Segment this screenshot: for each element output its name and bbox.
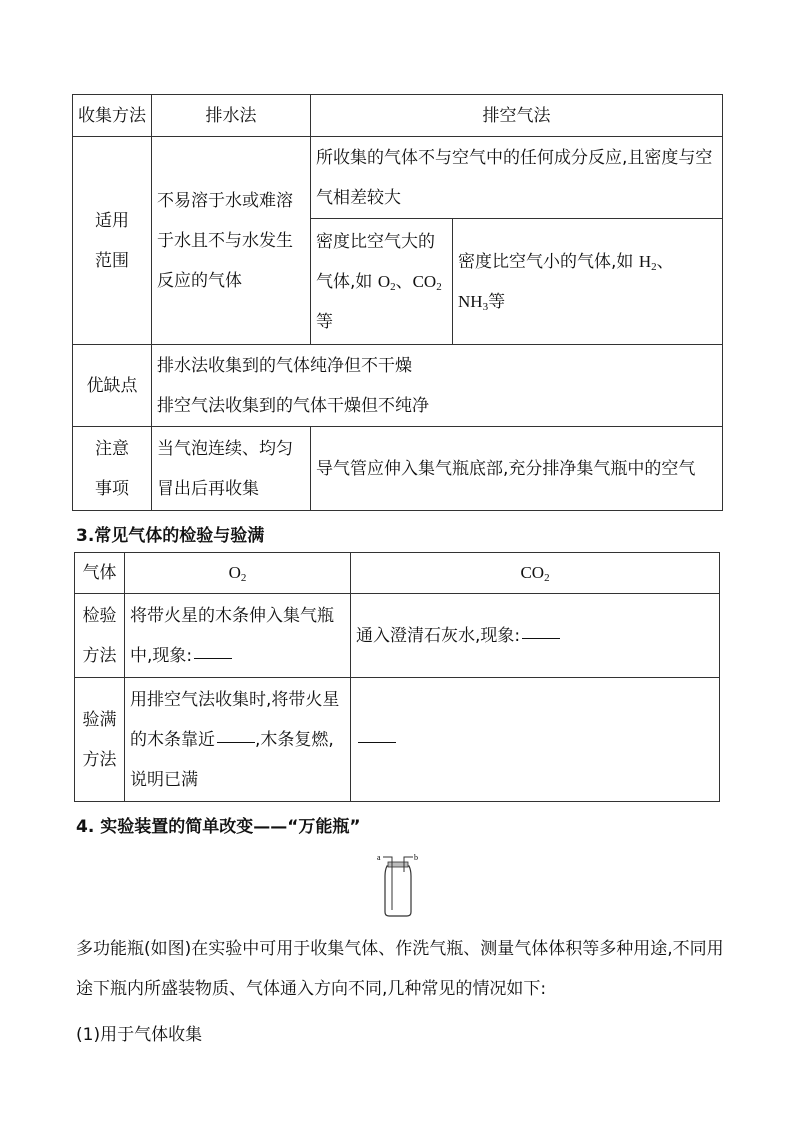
intro-paragraph: 多功能瓶(如图)在实验中可用于收集气体、作洗气瓶、测量气体体积等多种用途,不同用途下瓶内所盛装物质、气体通入方向不同,几种常见的情况如下: (76, 939, 724, 999)
scope-label: 适用 范围 (73, 137, 152, 345)
test-co2: 通入澄清石灰水,现象: (351, 594, 720, 678)
notes-water: 当气泡连续、均匀冒出后再收集 (152, 427, 311, 511)
answer-blank[interactable] (358, 741, 396, 743)
full-o2: 用排空气法收集时,将带火星的木条靠近 ,木条复燃,说明已满 (125, 678, 351, 802)
notes-label: 注意 事项 (73, 427, 152, 511)
scope-air-lighter: 密度比空气小的气体,如 $H_2$、 $NH_3$等 (453, 219, 723, 345)
bottle-body (385, 866, 411, 916)
pros-cons-label: 优缺点 (73, 345, 152, 427)
scope-water: 不易溶于水或难溶于水且不与水发生反应的气体 (152, 137, 311, 345)
full-co2 (351, 678, 720, 802)
header-o2: $O_2$ (125, 553, 351, 594)
bottle-stopper (388, 862, 408, 867)
notes-air: 导气管应伸入集气瓶底部,充分排净集气瓶中的空气 (311, 427, 723, 511)
test-o2: 将带火星的木条伸入集气瓶中,现象: (125, 594, 351, 678)
gas-collection-table (72, 94, 723, 511)
header-air-method: 排空气法 (311, 95, 723, 137)
pros-cons-text: 排水法收集到的气体纯净但不干燥 排空气法收集到的气体干燥但不纯净 (152, 345, 723, 427)
item-1: (1)用于气体收集 (76, 1025, 203, 1045)
gas-test-table (74, 552, 720, 802)
answer-blank[interactable] (194, 657, 232, 659)
scope-air-general: 所收集的气体不与空气中的任何成分反应,且密度与空气相差较大 (311, 137, 723, 219)
test-label: 检验 方法 (75, 594, 125, 678)
gas-bottle-figure (375, 850, 421, 918)
section-4-title: 4. 实验装置的简单改变——“万能瓶” (76, 817, 361, 837)
header-co2: $CO_2$ (351, 553, 720, 594)
label-b: b (414, 853, 418, 862)
answer-blank[interactable] (522, 637, 560, 639)
scope-air-denser: 密度比空气大的气体,如 $O_2$、$CO_2$ 等 (311, 219, 453, 345)
header-gas: 气体 (75, 553, 125, 594)
label-a: a (377, 853, 381, 862)
header-method: 收集方法 (73, 95, 152, 137)
section-3-title: 3.常见气体的检验与验满 (76, 526, 265, 546)
full-label: 验满 方法 (75, 678, 125, 802)
header-water-method: 排水法 (152, 95, 311, 137)
answer-blank[interactable] (217, 741, 255, 743)
